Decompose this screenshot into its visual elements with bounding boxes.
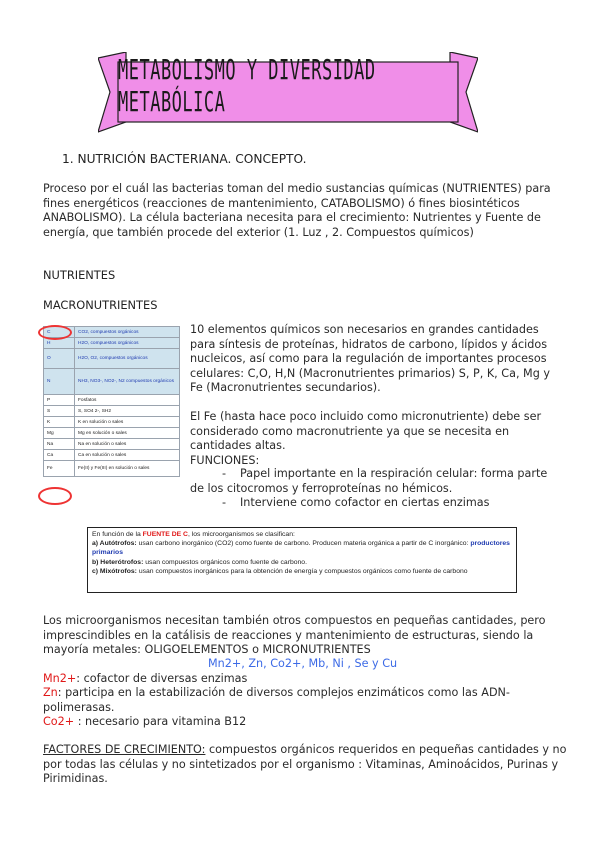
- mixotrofos-line: [92, 567, 512, 576]
- macronutrientes-heading: MACRONUTRIENTES: [43, 298, 158, 312]
- element-source: Mg en solución o sales: [75, 428, 180, 439]
- element-source: S, SO4 2-, SH2: [75, 406, 180, 417]
- carbon-source-box: [87, 527, 517, 593]
- carbon-intro-post: , los microorganismos se clasifican:: [187, 531, 295, 538]
- table-row: [44, 395, 180, 406]
- growth-factors-label: FACTORES DE CRECIMIENTO:: [43, 743, 206, 756]
- funciones-label: FUNCIONES:: [190, 454, 260, 467]
- zn-text: : participa en la estabilización de diversos complejos enzimáticos como las ADN-polimerasas.: [43, 686, 510, 714]
- heterotrofos-label: b) Heterótrofos:: [92, 558, 144, 566]
- element-source: Fosfatos: [75, 395, 180, 406]
- zn-line: [43, 686, 563, 715]
- carbon-box-intro: [92, 530, 512, 539]
- table-row: [44, 406, 180, 417]
- element-symbol: Fe: [44, 461, 75, 477]
- autotrofos-label: a) Autótrofos:: [92, 540, 137, 548]
- table-row: [44, 428, 180, 439]
- section-heading: 1. NUTRICIÓN BACTERIANA. CONCEPTO.: [62, 152, 307, 166]
- macronutrients-paragraph: 10 elementos químicos son necesarios en grandes cantidades para síntesis de proteínas, hidratos de carbono, lípidos y ácidos nucleicos, así como para la regulación de importantes procesos celulares: C,O, H,N (Macronutrientes primarios) S, P, K, Ca, Mg y Fe (Macronutrientes secundarios).: [190, 323, 550, 395]
- element-source: Fe(II) y Fe(III) en solución o sales: [75, 461, 180, 477]
- element-symbol: K: [44, 417, 75, 428]
- productores-highlight: productores primarios: [92, 540, 510, 557]
- growth-factors-paragraph: [43, 743, 568, 787]
- element-source: H2O, O2, compuestos orgánicos: [75, 349, 180, 369]
- list-dash: -: [221, 496, 226, 509]
- element-symbol: P: [44, 395, 75, 406]
- nutrientes-heading: NUTRIENTES: [43, 268, 116, 282]
- iron-paragraph: El Fe (hasta hace poco incluido como micronutriente) debe ser considerado como macronutriente ya que se necesita en cantidades altas.: [190, 410, 542, 453]
- heterotrofos-line: [92, 558, 512, 567]
- growth-factors-text: compuestos orgánicos requeridos en pequeñas cantidades y no por todas las células y no sintetizados por el organismo : Vitaminas, Aminoácidos, Purinas y Pirimidinas.: [43, 743, 567, 786]
- element-symbol: H: [44, 338, 75, 349]
- element-symbol: Ca: [44, 450, 75, 461]
- table-row: [44, 369, 180, 395]
- table-row: [44, 349, 180, 369]
- heterotrofos-text: usan compuestos orgánicos como fuente de carbono.: [143, 558, 307, 566]
- function-text: Papel importante en la respiración celular: forma parte de los citocromos y ferroproteínas no hémicos.: [190, 467, 548, 495]
- mixotrofos-text: usan compuestos inorgánicos para la obtención de energía y compuestos orgánicos como fuente de carbono: [136, 567, 468, 575]
- element-source: NH3, NO3-, NO2-, N2 compuestos orgánicos: [75, 369, 180, 395]
- autotrofos-text: usan carbono inorgánico (CO2) como fuente de carbono. Producen materia orgánica a partir de C inorgánico:: [136, 540, 469, 548]
- elements-table: [43, 326, 180, 477]
- co-line: [43, 715, 563, 730]
- carbon-intro-key: FUENTE DE C: [142, 531, 188, 538]
- carbon-intro-pre: En función de la: [92, 531, 141, 538]
- function-item: [190, 496, 560, 511]
- element-symbol: S: [44, 406, 75, 417]
- highlight-circle-c: [38, 325, 72, 340]
- autotrofos-line: [92, 539, 512, 557]
- list-dash: -: [221, 467, 226, 480]
- micronutrients-paragraph: Los microorganismos necesitan también otros compuestos en pequeñas cantidades, pero imprescindibles en la catálisis de reacciones y mantenimiento de estructuras, siendo la mayoría metales: OLIGOELEMENTOS o MICRONUTRIENTES: [43, 614, 546, 657]
- document-title: METABOLISMO Y DIVERSIDAD METABÓLICA: [118, 55, 376, 119]
- zn-label: Zn: [43, 686, 58, 699]
- function-text: Interviene como cofactor en ciertas enzimas: [240, 496, 490, 509]
- function-item: [190, 467, 560, 496]
- table-row: [44, 417, 180, 428]
- element-symbol: Mg: [44, 428, 75, 439]
- intro-paragraph: Proceso por el cuál las bacterias toman del medio sustancias químicas (NUTRIENTES) para fines energéticos (reacciones de mantenimiento, CATABOLISMO) ó fines biosintéticos ANABOLISMO). La célula bacteriana necesita para el crecimiento: Nutrientes y Fuente de energía, que también procede del exterior (1. Luz , 2. Compuestos químicos): [43, 182, 551, 239]
- element-symbol: O: [44, 349, 75, 369]
- element-source: Na en solución o sales: [75, 439, 180, 450]
- element-source: H2O, compuestos orgánicos: [75, 338, 180, 349]
- element-symbol: Na: [44, 439, 75, 450]
- mixotrofos-label: c) Mixótrofos:: [92, 567, 137, 575]
- table-row: [44, 338, 180, 349]
- highlight-circle-fe: [38, 487, 72, 505]
- table-row: [44, 450, 180, 461]
- co-label: Co2+: [43, 715, 75, 728]
- metals-list: Mn2+, Zn, Co2+, Mb, Ni , Se y Cu: [208, 657, 398, 670]
- table-row: [44, 439, 180, 450]
- element-symbol: N: [44, 369, 75, 395]
- element-source: Ca en solución o sales: [75, 450, 180, 461]
- mn-text: : cofactor de diversas enzimas: [76, 672, 248, 685]
- table-row: [44, 461, 180, 477]
- element-symbol: C: [44, 327, 75, 338]
- element-source: K en solución o sales: [75, 417, 180, 428]
- element-source: CO2, compuestos orgánicos: [75, 327, 180, 338]
- mn-label: Mn2+: [43, 672, 77, 685]
- mn-line: [43, 672, 563, 687]
- co-text: : necesario para vitamina B12: [74, 715, 247, 728]
